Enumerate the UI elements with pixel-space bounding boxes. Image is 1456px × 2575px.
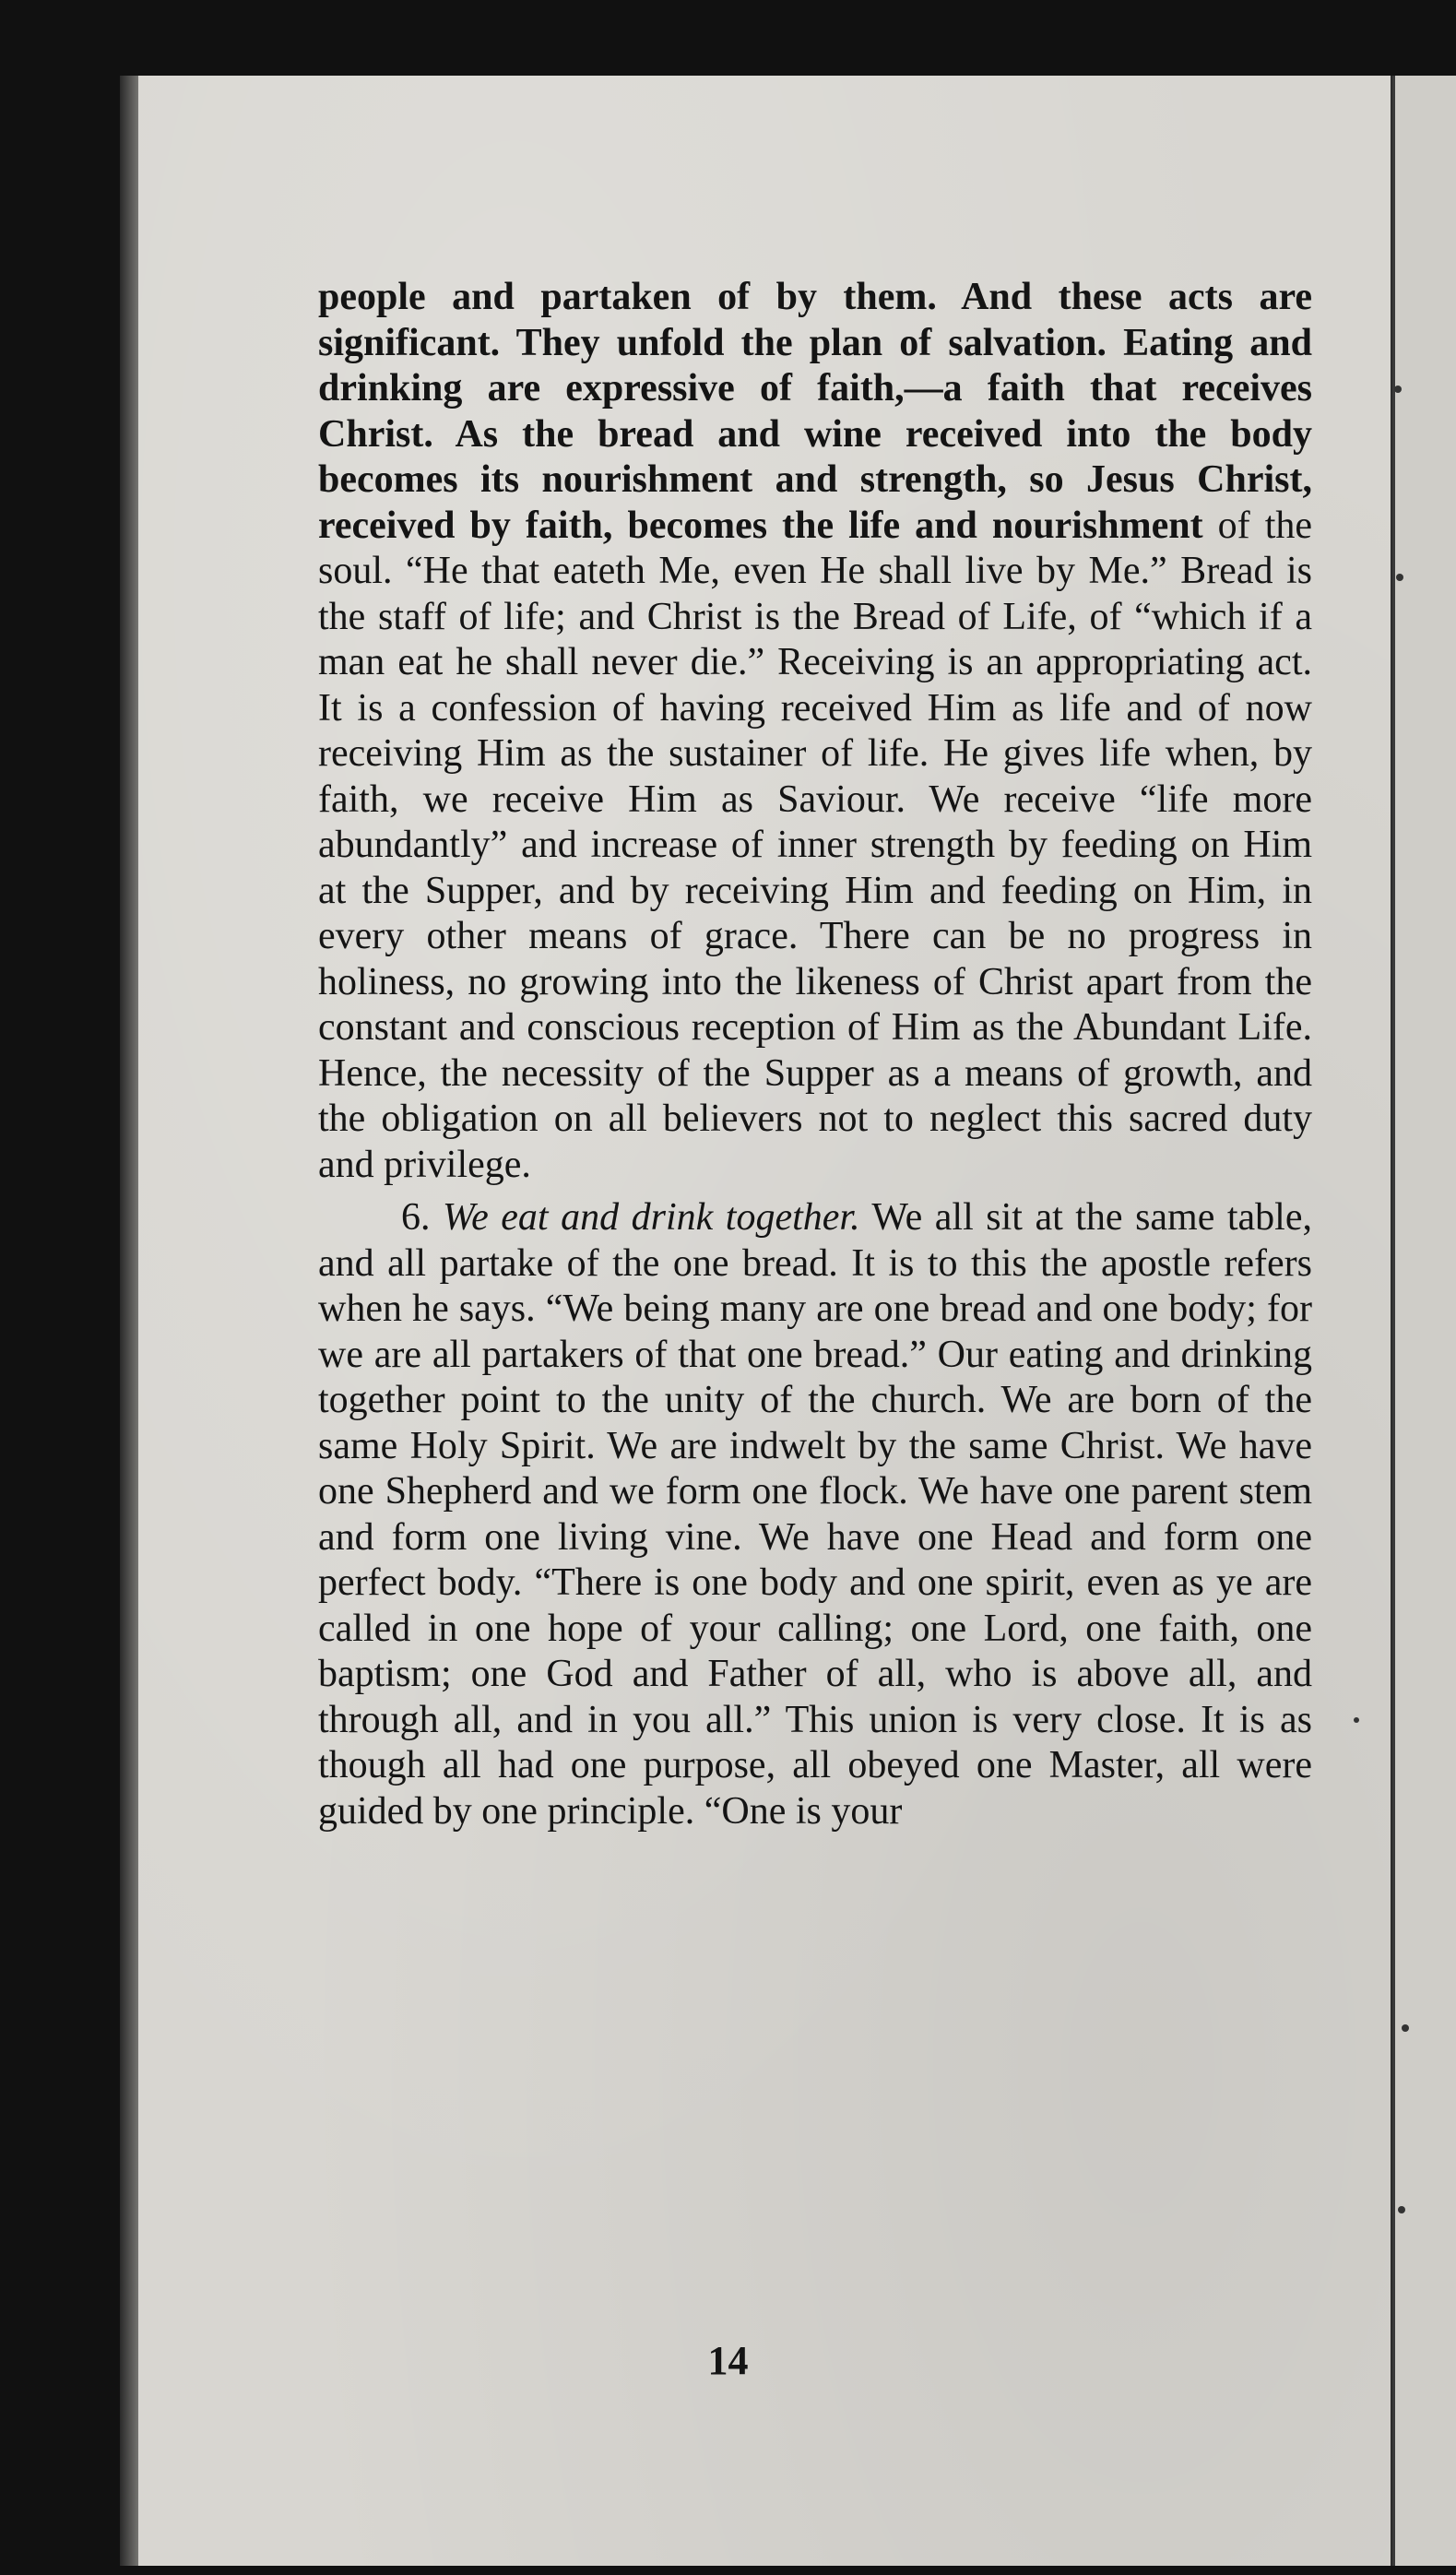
paragraph-six [318,1195,1312,1834]
paragraph-regular-portion: of the soul. “He that eateth Me, even He shall live by Me.” Bread is the staff of life; and Christ is the Bread of Life, of “which if a man eat he shall never die.” Receiving is an appropriating act. It is a confession of having received Him as life and of now receiving Him as the sustainer of life. He gives life when, by faith, we receive Him as Saviour. We receive “life more abundantly” and increase of inner strength by feeding on Him at the Supper, and by receiving Him and feeding on Him, in every other means of grace. There can be no progress in holiness, no growing into the likeness of Christ apart from the constant and conscious reception of Him as the Abundant Life. Hence, the necessity of the Supper as a means of growth, and the obligation on all believers not to neglect this sacred duty and privilege. [318,504,1313,1186]
page-number: 14 [707,2338,749,2383]
scan-speck [1402,2024,1409,2032]
scan-speck [1396,574,1403,581]
scan-speck [1394,386,1402,393]
scan-speck [1398,2206,1405,2213]
paragraph-lead-in: We eat and drink together. [443,1196,860,1239]
paragraph-body: We all sit at the same table, and all partake of the one bread. It is to this the apostle refers when he says. “We being many are one bread and one body; for we are all partakers of that one bread.” Our eating and drinking together point to the unity of the church. We are born of the same Holy Spirit. We are indwelt by the same Christ. We have one Shepherd and we form one flock. We have one parent stem and form one living vine. We have one Head and form one perfect body. “There is one body and one spirit, even as ye are called in one hope of your calling; one Lord, one faith, one baptism; one God and Father of all, who is above all, and through all, and in you all.” This union is very close. It is as though all had one purpose, all obeyed one Master, all were guided by one principle. “One is your [318,1196,1312,1833]
page-body-text [318,275,1312,1834]
paragraph-number: 6. [401,1196,431,1239]
paragraph-bold-portion: people and partaken of by them. And these acts are significant. They unfold the plan of salvation. Eating and drinking are expressive of faith,—a faith that receives Christ. As the bread and wine received into the body becomes its nourishment and strength, so Jesus Christ, received by faith, becomes the life and nourishment [318,276,1312,547]
scan-speck [1354,1717,1359,1723]
paragraph-continued [318,275,1312,1188]
adjacent-page-strip [1392,76,1456,2566]
